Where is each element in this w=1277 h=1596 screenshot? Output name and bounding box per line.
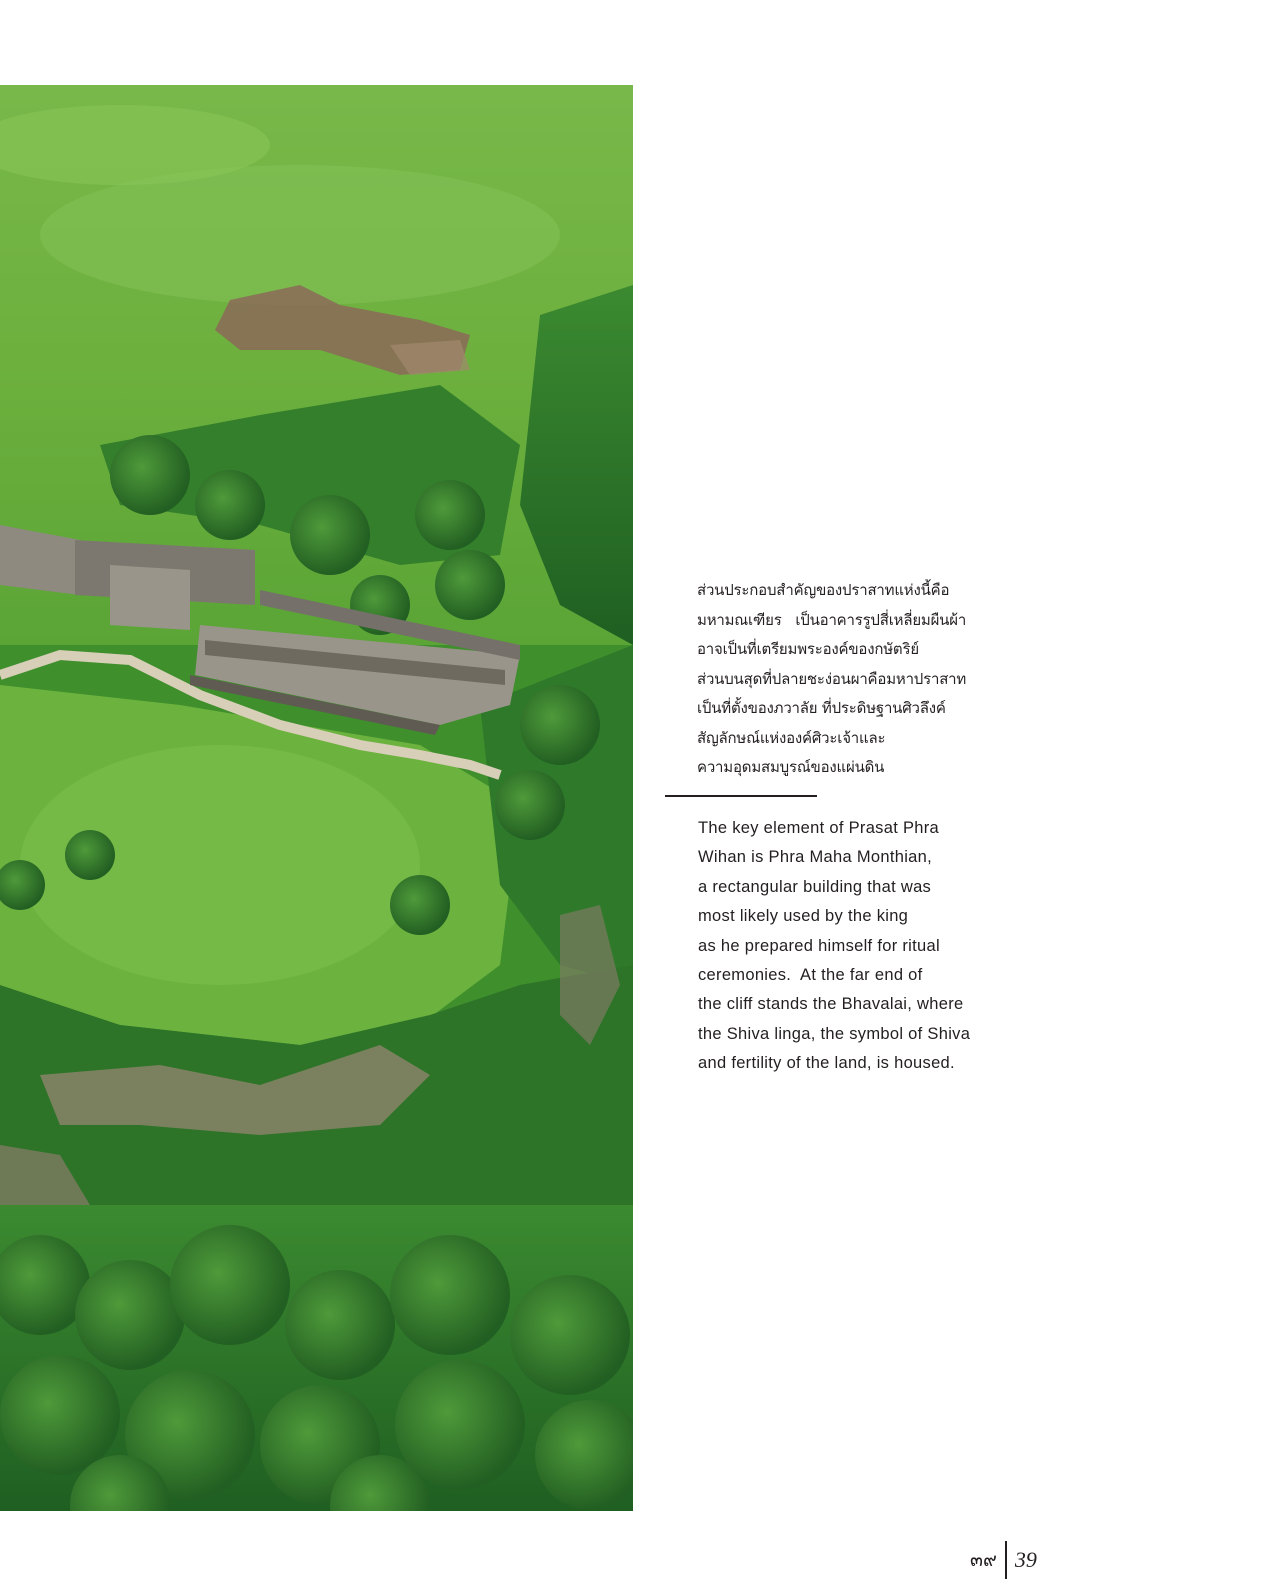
english-line: most likely used by the king [698,907,909,926]
thai-paragraph [697,576,997,783]
english-line: the cliff stands the Bhavalai, where [698,995,964,1014]
thai-line: อาจเป็นที่เตรียมพระองค์ของกษัตริย์ [697,640,919,658]
thai-line: สัญลักษณ์แห่งองค์ศิวะเจ้าและ [697,728,886,747]
english-line: the Shiva linga, the symbol of Shiva [698,1024,971,1043]
thai-line: ความอุดมสมบูรณ์ของแผ่นดิน [697,758,885,776]
page-number-arabic: 39 [1014,1547,1037,1572]
thai-line: เป็นที่ตั้งของภวาลัย ที่ประดิษฐานศิวลึงค์ [697,699,946,717]
page-number-thai: ๓๙ [970,1549,997,1571]
section-divider [665,795,817,797]
english-line: ceremonies. At the far end of [698,966,923,985]
aerial-temple-photo [0,85,633,1511]
page-number [970,1540,1037,1580]
aerial-temple-illustration [0,85,633,1511]
english-paragraph [698,814,988,1079]
thai-line: ส่วนบนสุดที่ปลายชะง่อนผาคือมหาปราสาท [697,669,967,688]
english-line: a rectangular building that was [698,877,932,896]
english-line: and fertility of the land, is housed. [698,1054,955,1073]
english-line: Wihan is Phra Maha Monthian, [698,848,933,867]
thai-line: ส่วนประกอบสำคัญของปราสาทแห่งนี้คือ [697,581,950,599]
english-line: The key element of Prasat Phra [698,819,940,837]
thai-line: มหามณเฑียร เป็นอาคารรูปสี่เหลี่ยมผืนผ้า [697,610,967,629]
english-line: as he prepared himself for ritual [698,936,940,955]
